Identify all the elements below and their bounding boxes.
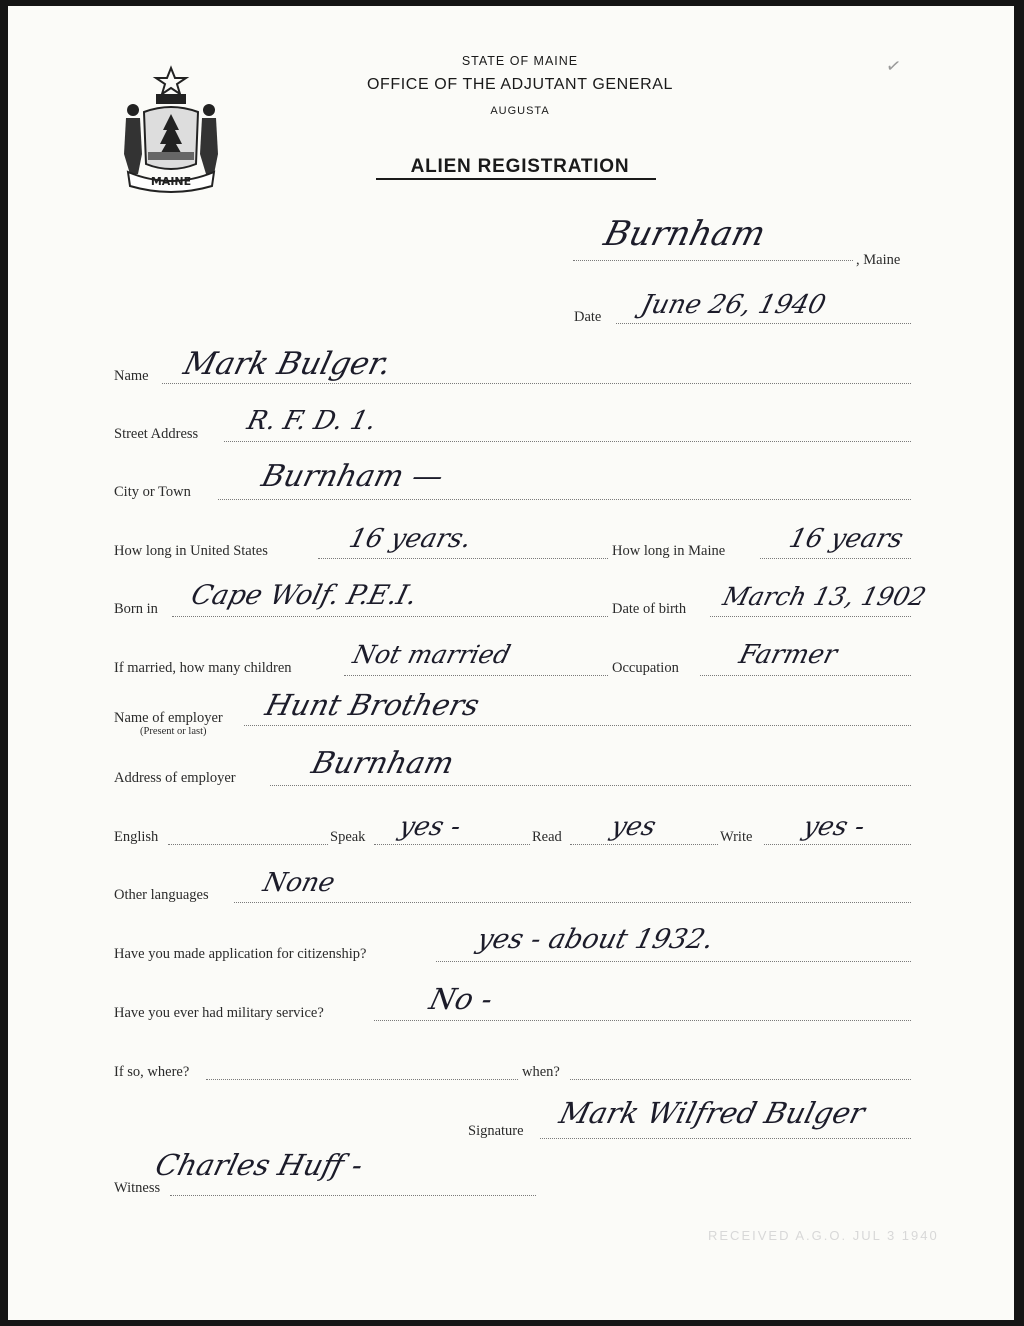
street-line xyxy=(224,441,911,442)
speak-label: Speak xyxy=(330,829,366,845)
town-value: Burnham xyxy=(600,214,770,254)
employer-address-label: Address of employer xyxy=(114,770,236,786)
other-languages-line xyxy=(234,902,911,903)
english-label: English xyxy=(114,829,159,845)
header-city: AUGUSTA xyxy=(490,105,550,117)
children-label: If married, how many children xyxy=(114,660,292,676)
name-value: Mark Bulger. xyxy=(180,346,395,382)
english-line xyxy=(168,844,328,845)
dob-label: Date of birth xyxy=(612,601,687,617)
signature-label: Signature xyxy=(468,1123,524,1139)
maine-stay-label: How long in Maine xyxy=(612,543,726,559)
maine-stay-line xyxy=(760,558,911,559)
registration-form-page xyxy=(8,6,1014,1320)
occupation-value: Farmer xyxy=(736,640,841,670)
employer-value: Hunt Brothers xyxy=(262,688,483,722)
us-stay-line xyxy=(318,558,608,559)
employer-line xyxy=(244,725,911,726)
born-value: Cape Wolf. P.E.I. xyxy=(188,580,421,611)
occupation-label: Occupation xyxy=(612,660,679,676)
maine-stay-value: 16 years xyxy=(786,524,907,554)
city-value: Burnham — xyxy=(258,459,447,494)
write-line xyxy=(764,844,911,845)
when-label: when? xyxy=(522,1064,560,1080)
received-stamp: RECEIVED A.G.O. JUL 3 1940 xyxy=(708,1228,939,1243)
header-office: OFFICE OF THE ADJUTANT GENERAL xyxy=(366,76,674,93)
read-value: yes xyxy=(608,812,659,842)
city-label: City or Town xyxy=(114,484,191,500)
witness-line xyxy=(170,1195,536,1196)
speak-line xyxy=(374,844,530,845)
us-stay-label: How long in United States xyxy=(114,543,268,559)
employer-address-value: Burnham xyxy=(308,746,458,781)
read-label: Read xyxy=(532,829,562,845)
city-line xyxy=(218,499,911,500)
signature-line xyxy=(540,1138,911,1139)
witness-label: Witness xyxy=(114,1180,161,1196)
write-value: yes - xyxy=(800,812,868,842)
witness-value: Charles Huff - xyxy=(152,1148,367,1182)
occupation-line xyxy=(700,675,911,676)
write-label: Write xyxy=(720,829,753,845)
other-languages-value: None xyxy=(260,868,339,898)
where-label: If so, where? xyxy=(114,1064,190,1080)
employer-label: Name of employer xyxy=(114,710,223,726)
street-label: Street Address xyxy=(114,426,199,442)
check-mark: ✓ xyxy=(884,54,903,79)
date-line xyxy=(616,323,911,324)
employer-sublabel: (Present or last) xyxy=(140,726,207,737)
children-line xyxy=(344,675,608,676)
born-line xyxy=(172,616,608,617)
children-value: Not married xyxy=(350,640,514,669)
form-title: ALIEN REGISTRATION xyxy=(410,156,630,177)
dob-line xyxy=(710,616,911,617)
speak-value: yes - xyxy=(396,812,464,842)
other-languages-label: Other languages xyxy=(114,887,209,903)
born-label: Born in xyxy=(114,601,158,617)
dob-value: March 13, 1902 xyxy=(720,582,930,611)
military-value: No - xyxy=(426,982,497,1016)
street-value: R. F. D. 1. xyxy=(244,406,380,436)
employer-address-line xyxy=(270,785,911,786)
title-underline xyxy=(376,178,656,180)
where-line xyxy=(206,1079,518,1080)
maine-label: , Maine xyxy=(856,252,901,268)
military-line xyxy=(374,1020,911,1021)
svg-text:MAINE: MAINE xyxy=(150,175,192,188)
header-state: STATE OF MAINE xyxy=(461,54,579,68)
name-label: Name xyxy=(114,368,149,384)
signature-value: Mark Wilfred Bulger xyxy=(556,1096,869,1130)
name-line xyxy=(162,383,911,384)
town-line xyxy=(573,260,853,261)
citizenship-value: yes - about 1932. xyxy=(474,924,717,955)
citizenship-line xyxy=(436,961,911,962)
date-value: June 26, 1940 xyxy=(638,290,829,320)
military-label: Have you ever had military service? xyxy=(114,1005,324,1021)
date-label: Date xyxy=(574,309,602,325)
read-line xyxy=(570,844,718,845)
us-stay-value: 16 years. xyxy=(346,524,475,554)
when-line xyxy=(570,1079,911,1080)
citizenship-label: Have you made application for citizenship? xyxy=(114,946,367,962)
